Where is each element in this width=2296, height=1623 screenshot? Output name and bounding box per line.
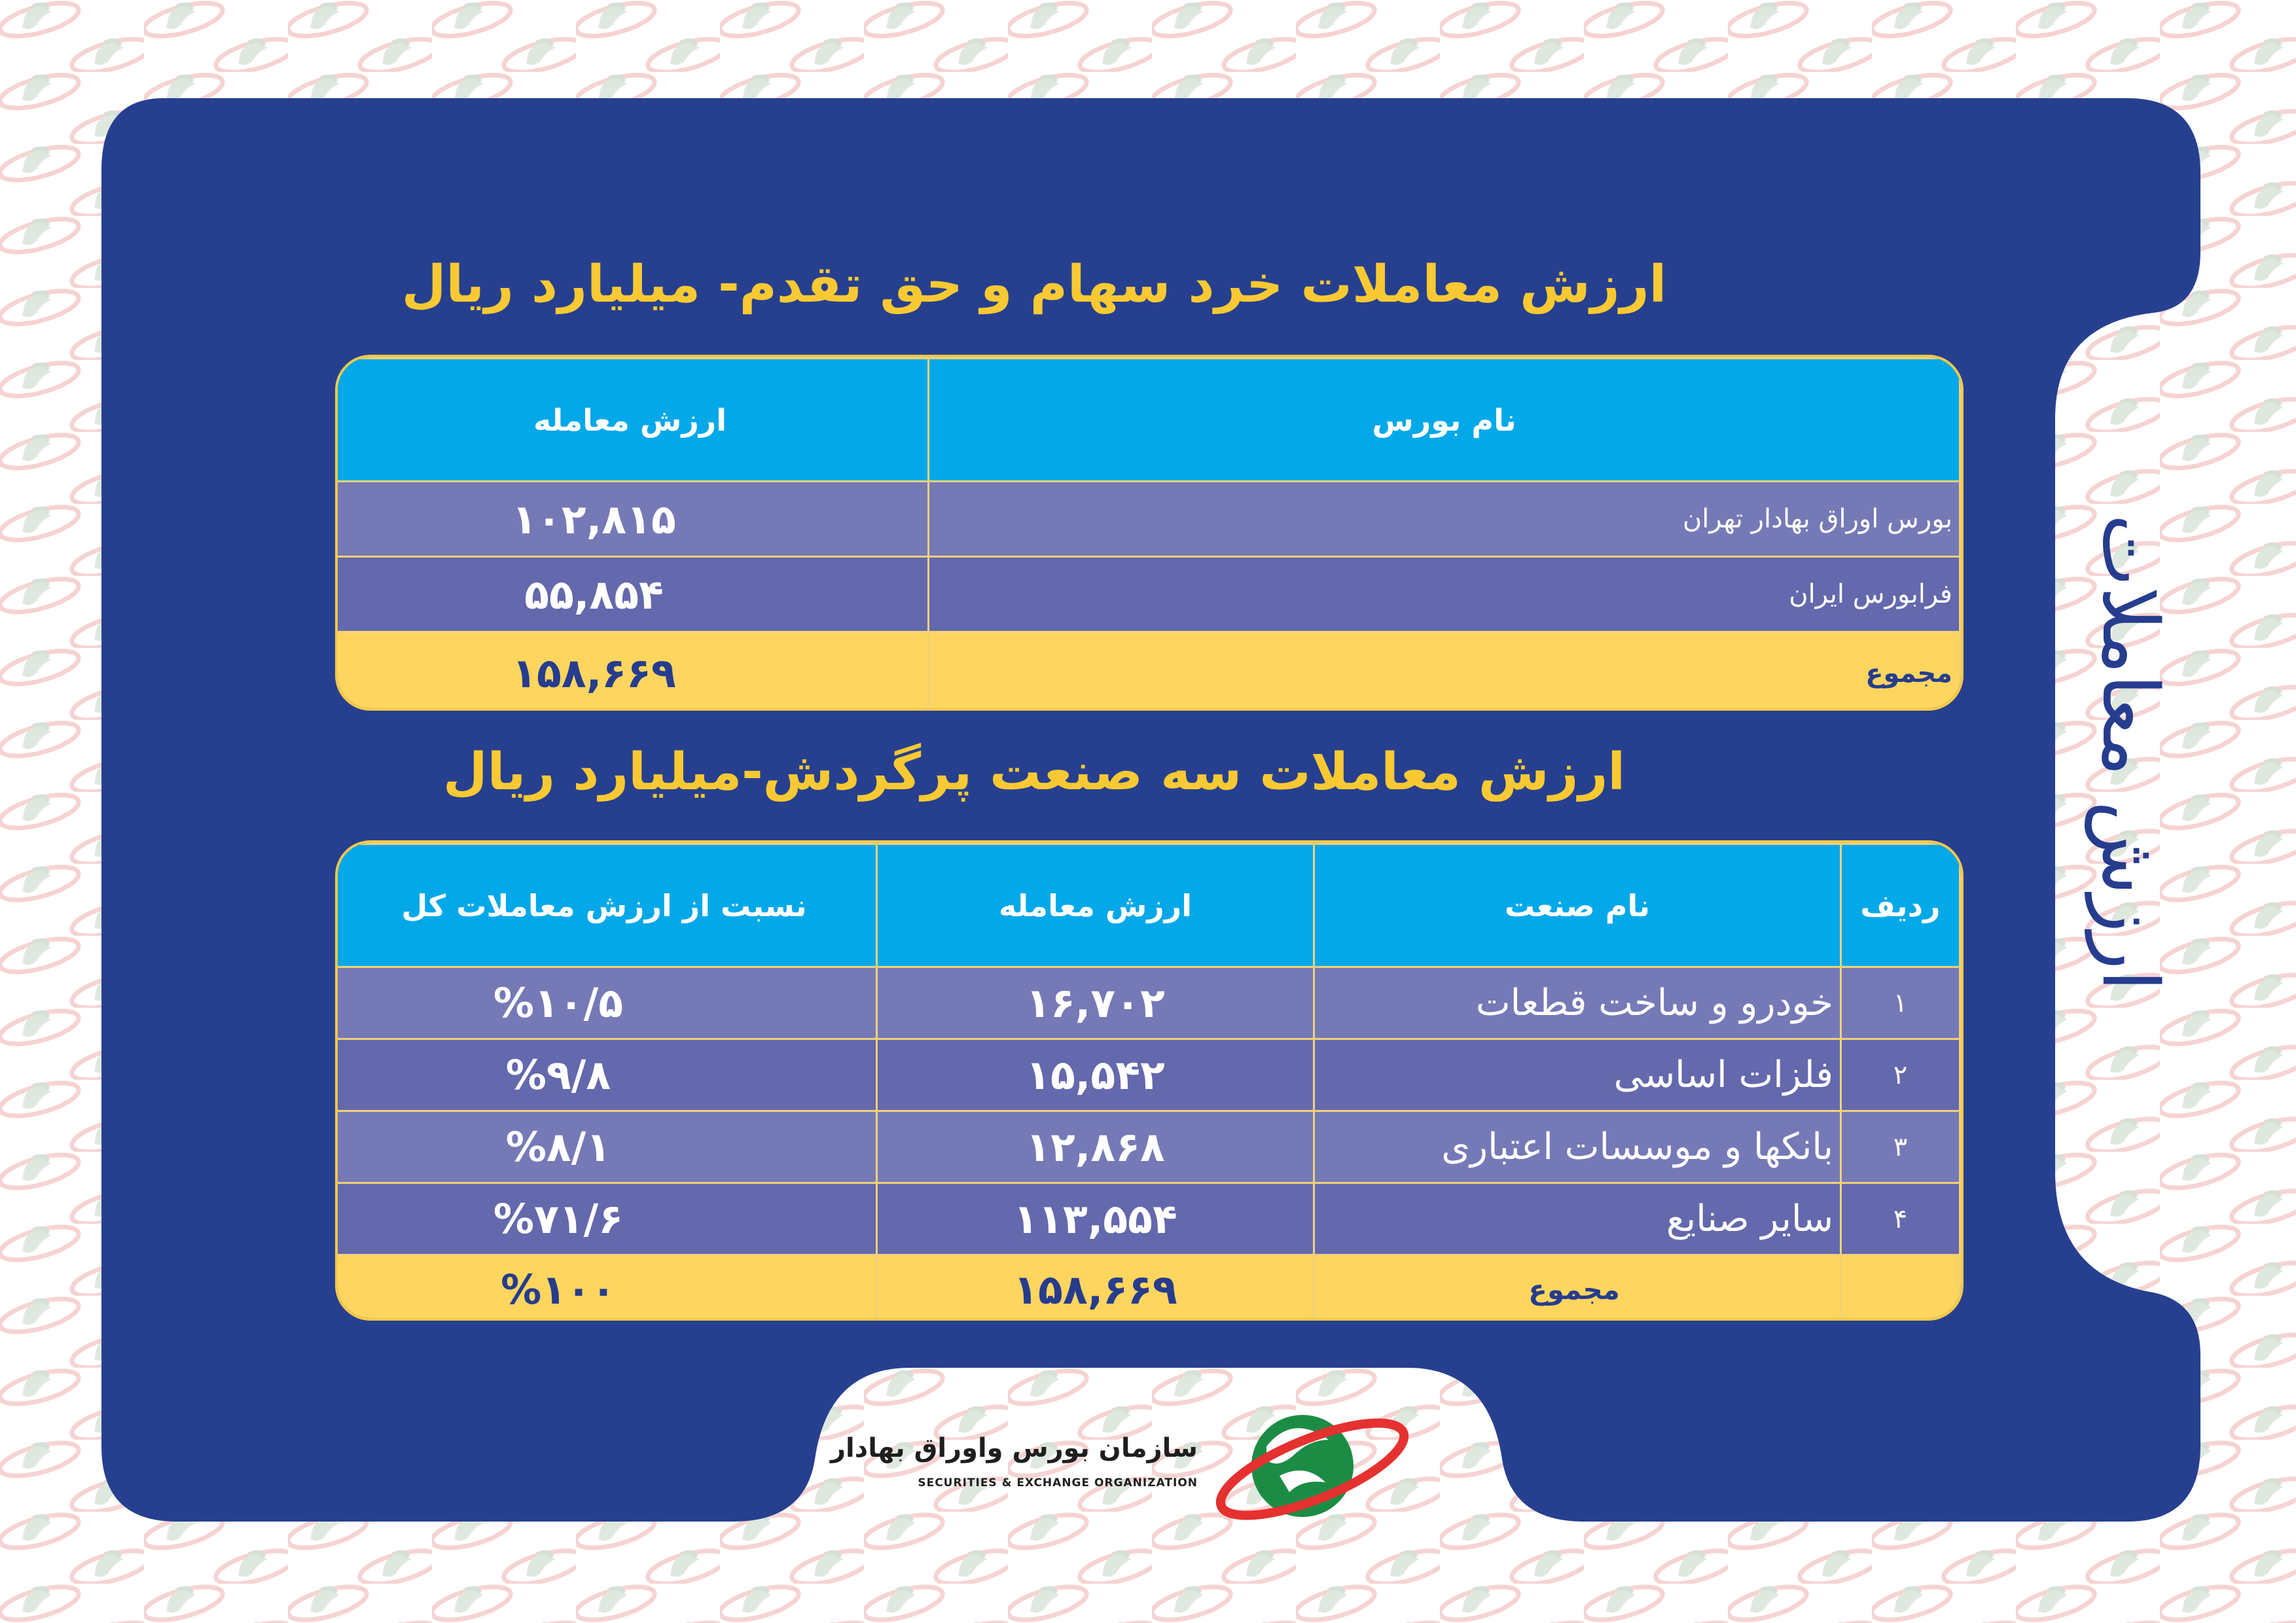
header-exchange-name: نام بورس	[929, 359, 1960, 482]
trade-value: ۱۰۲,۸۱۵	[335, 482, 929, 557]
total-label: مجموع	[929, 632, 1960, 711]
industry-name: بانکها و موسسات اعتباری	[1314, 1111, 1841, 1183]
logo-name-fa: سازمان بورس واوراق بهادار	[830, 1433, 1198, 1463]
share-value: %۱۰/۵	[335, 967, 877, 1039]
table-row	[335, 557, 1960, 632]
header-trade-value: ارزش معامله	[877, 844, 1314, 967]
exchange-name: فرابورس ایران	[929, 557, 1960, 632]
logo-name-en: SECURITIES & EXCHANGE ORGANIZATION	[918, 1476, 1198, 1489]
total-row	[335, 632, 1960, 711]
total-value: ۱۵۸,۶۶۹	[877, 1255, 1314, 1321]
row-index: ۲	[1841, 1039, 1960, 1111]
row-index: ۱	[1841, 967, 1960, 1039]
total-value: ۱۵۸,۶۶۹	[335, 632, 929, 711]
table-header-row	[335, 844, 1960, 967]
trade-value: ۱۱۳,۵۵۴	[877, 1183, 1314, 1255]
table-row	[335, 482, 1960, 557]
table-row	[335, 967, 1960, 1039]
table-row	[335, 1111, 1960, 1183]
share-value: %۸/۱	[335, 1111, 877, 1183]
total-share: %۱۰۰	[335, 1255, 877, 1321]
table2-title: ارزش معاملات سه صنعت پرگردش-میلیارد ریال	[442, 743, 1626, 802]
total-index-empty	[1841, 1255, 1960, 1321]
row-index: ۳	[1841, 1111, 1960, 1183]
industry-value-table	[335, 840, 1964, 1321]
share-value: %۷۱/۶	[335, 1183, 877, 1255]
share-value: %۹/۸	[335, 1039, 877, 1111]
exchange-value-table	[335, 355, 1964, 711]
industry-name: فلزات اساسی	[1314, 1039, 1841, 1111]
table-row	[335, 1039, 1960, 1111]
header-industry-name: نام صنعت	[1314, 844, 1841, 967]
trade-value: ۱۲,۸۶۸	[877, 1111, 1314, 1183]
header-index: ردیف	[1841, 844, 1960, 967]
exchange-name: بورس اوراق بهادار تهران	[929, 482, 1960, 557]
total-label: مجموع	[1314, 1255, 1841, 1321]
header-trade-value: ارزش معامله	[335, 359, 929, 482]
table1-title: ارزش معاملات خرد سهام و حق تقدم- میلیارد ریال	[401, 255, 1667, 314]
total-row	[335, 1255, 1960, 1321]
row-index: ۴	[1841, 1183, 1960, 1255]
industry-name: سایر صنایع	[1314, 1183, 1841, 1255]
table-row	[335, 1183, 1960, 1255]
table-header-row	[335, 359, 1960, 482]
side-label-text: ارزش معاملات	[2085, 514, 2176, 991]
industry-name: خودرو و ساخت قطعات	[1314, 967, 1841, 1039]
trade-value: ۱۶,۷۰۲	[877, 967, 1314, 1039]
trade-value: ۱۵,۵۴۲	[877, 1039, 1314, 1111]
header-share: نسبت از ارزش معاملات کل	[335, 844, 877, 967]
trade-value: ۵۵,۸۵۴	[335, 557, 929, 632]
seo-logo-icon	[1208, 1400, 1424, 1531]
